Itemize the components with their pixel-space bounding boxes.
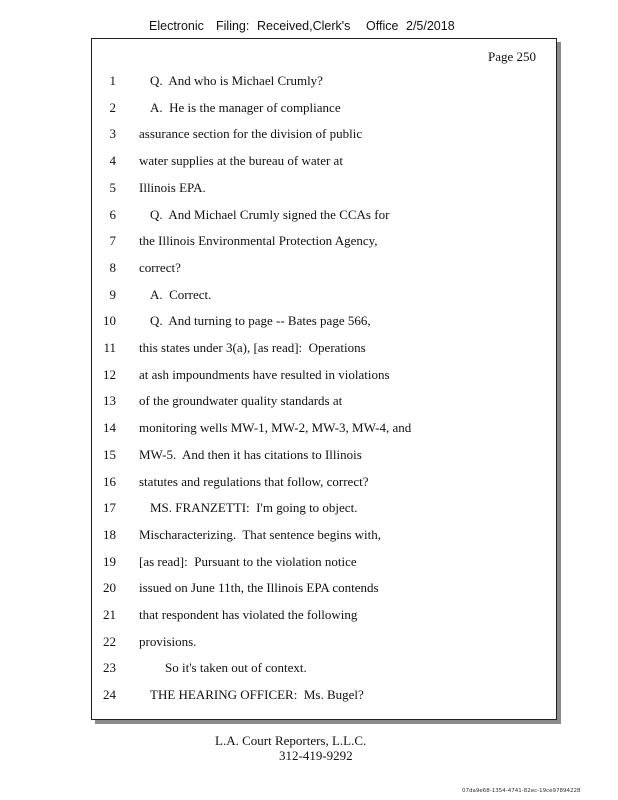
stamp-word-electronic: Electronic: [149, 19, 204, 33]
line-number: 3: [109, 126, 116, 142]
line-text: Q. And who is Michael Crumly?: [150, 73, 323, 88]
line-number: 16: [103, 473, 116, 489]
line-text: this states under 3(a), [as read]: Operations: [139, 340, 366, 355]
line-text: A. Correct.: [150, 286, 212, 302]
transcript-line: [0, 580, 618, 598]
stamp-date: 2/5/2018: [406, 19, 455, 33]
line-number: 23: [103, 660, 116, 676]
line-text: of the groundwater quality standards at: [139, 393, 343, 409]
line-number: 5: [109, 179, 116, 195]
transcript-line: [0, 367, 618, 385]
transcript-line: [0, 634, 618, 652]
line-number: 12: [103, 366, 116, 382]
transcript-line: [0, 287, 618, 305]
transcript-line: [0, 260, 618, 278]
transcript-line: [0, 207, 618, 225]
line-text: statutes and regulations that follow, correct?: [139, 473, 369, 489]
transcript-line: [0, 393, 618, 411]
line-number: 21: [103, 607, 116, 622]
line-text: Q. And turning to page -- Bates page 566,: [150, 313, 371, 329]
transcript-line: [0, 687, 618, 705]
line-text: the Illinois Environmental Protection Agency,: [139, 233, 378, 249]
line-number: 18: [103, 526, 116, 542]
line-number: 10: [103, 313, 116, 329]
line-number: 8: [109, 259, 116, 275]
transcript-line: [0, 153, 618, 171]
transcript-line: [0, 447, 618, 465]
transcript-line: [0, 500, 618, 518]
line-number: 13: [103, 393, 116, 409]
line-number: 1: [109, 73, 116, 88]
line-text: A. He is the manager of compliance: [150, 99, 341, 115]
line-number: 17: [103, 500, 116, 516]
transcript-line: [0, 233, 618, 251]
line-number: 2: [109, 99, 116, 115]
line-number: 11: [103, 340, 116, 355]
line-number: 7: [109, 233, 116, 249]
line-number: 6: [109, 206, 116, 222]
transcript-line: [0, 100, 618, 118]
stamp-word-received: Received,Clerk's: [257, 19, 351, 33]
line-text: [as read]: Pursuant to the violation notice: [139, 553, 357, 569]
line-text: Illinois EPA.: [139, 179, 206, 195]
line-text: correct?: [139, 259, 181, 275]
transcript-line: [0, 474, 618, 492]
transcript-line: [0, 660, 618, 678]
line-text: THE HEARING OFFICER: Ms. Bugel?: [150, 687, 364, 703]
transcript-line: [0, 313, 618, 331]
transcript-line: [0, 126, 618, 144]
document-id: 07da9e68-1354-4741-82ec-19ce97894228: [462, 788, 581, 794]
footer-company: L.A. Court Reporters, L.L.C.: [215, 733, 367, 748]
page-number: Page 250: [487, 49, 536, 64]
line-text: issued on June 11th, the Illinois EPA contends: [139, 580, 379, 596]
transcript-line: [0, 180, 618, 198]
transcript-line: [0, 554, 618, 572]
transcript-line: [0, 527, 618, 545]
transcript-line: [0, 340, 618, 358]
line-text: MS. FRANZETTI: I'm going to object.: [150, 500, 358, 516]
line-number: 20: [103, 580, 116, 596]
line-number: 24: [103, 687, 116, 703]
transcript-line: [0, 73, 618, 91]
line-text: assurance section for the division of public: [139, 126, 363, 142]
line-text: Mischaracterizing. That sentence begins with,: [139, 526, 381, 542]
line-text: that respondent has violated the following: [139, 607, 358, 622]
line-text: at ash impoundments have resulted in violations: [139, 366, 390, 382]
line-text: Q. And Michael Crumly signed the CCAs for: [150, 206, 390, 222]
footer-phone: 312-419-9292: [279, 748, 353, 763]
line-number: 22: [103, 633, 116, 649]
stamp-word-filing: Filing:: [216, 19, 250, 33]
line-text: So it's taken out of context.: [165, 660, 307, 676]
transcript-line: [0, 607, 618, 625]
stamp-word-office: Office: [366, 19, 399, 33]
filing-stamp: [0, 19, 618, 37]
transcript-line: [0, 420, 618, 438]
line-number: 9: [109, 286, 116, 302]
line-text: water supplies at the bureau of water at: [139, 153, 343, 169]
line-number: 19: [103, 553, 116, 569]
line-number: 4: [109, 153, 116, 169]
line-number: 14: [103, 420, 116, 436]
line-text: MW-5. And then it has citations to Illinois: [139, 446, 362, 462]
line-text: monitoring wells MW-1, MW-2, MW-3, MW-4, and: [139, 420, 412, 436]
line-number: 15: [103, 446, 116, 462]
line-text: provisions.: [139, 633, 197, 649]
